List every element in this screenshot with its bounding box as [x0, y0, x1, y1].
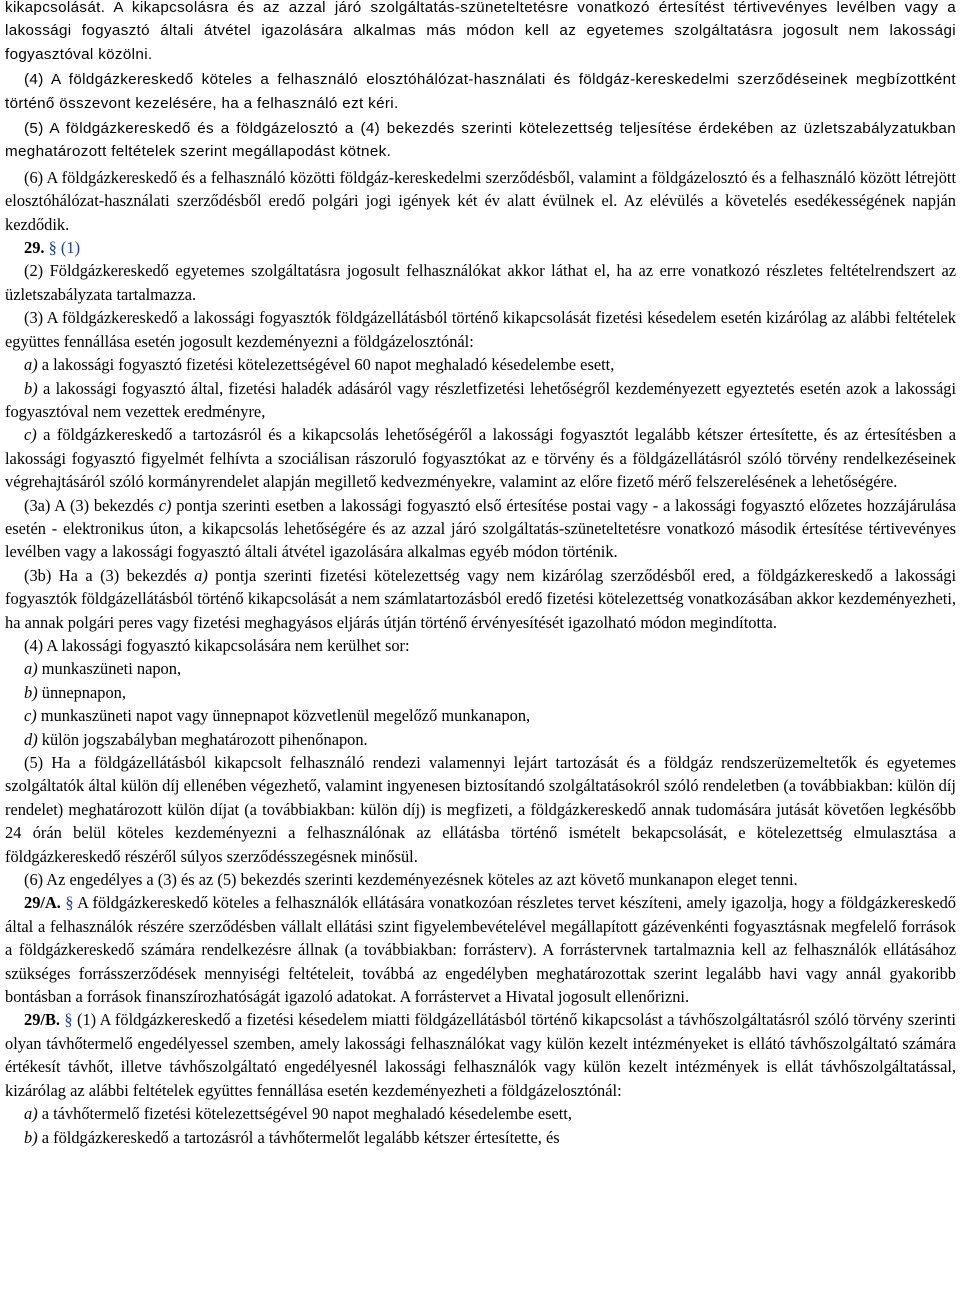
section-29B-1-point-b — [5, 1126, 956, 1149]
section-29-number: 29. — [24, 238, 45, 258]
intro-lead: kikapcsolását. — [5, 0, 106, 16]
point-letter: a) — [24, 355, 38, 375]
section-29A-text: A földgázkereskedő köteles a felhasználók ellátására vonatkozóan részletes tervet készíteni, amely igazolja, hogy a földgázkereskedő által a felhasználók részére szerződésben vállalt ellátási szint figyelembevételével megállapított gázévenkénti fogyasztásnak megfelelő források a földgázkereskedő számára rendelkezésre állnak (a továbbiakban: forrásterv). A forrástervnek tartalmaznia kell az felhasználók ellátásához szükséges forrásszerződések mennyiségi feltételeit, továbbá az engedélyben meghatározottak szerint legalább havi vagy annál gyakoribb bontásban a források finanszírozhatóságát igazoló adatokat. A forrástervet a Hivatal jogosult ellenőrizni. — [5, 893, 956, 1007]
point-text: a lakossági fogyasztó fizetési kötelezettségével 60 napot meghaladó késedelembe esett, — [37, 355, 615, 375]
section-29-3b — [5, 564, 956, 634]
paragraph-28-5: (5) A földgázkereskedő és a földgázelosztó a (4) bekezdés szerinti kötelezettség teljesítése érdekében az üzletszabályzatukban meghatározott feltételek szerint megállapodást kötnek. — [5, 120, 956, 161]
section-29-3-point-b — [5, 377, 956, 424]
para-lead: (3a) A (3) bekezdés — [24, 495, 159, 515]
section-29-4-point-a — [5, 657, 956, 680]
point-text: a lakossági fogyasztó által, fizetési haladék adásáról vagy részletfizetési lehetőségről kezdeményezett egyeztetés esetén azok a lakossági fogyasztóval nem vezettek eredményre, — [5, 378, 956, 421]
section-29A-sign-link[interactable]: § — [65, 893, 74, 913]
para-body: pontja szerinti fizetési kötelezettség vagy nem kizárólag szerződésből ered, a földgázkereskedő a lakossági fogyasztók földgázellátásból történő kikapcsolását a nem számlatartozásból eredő fizetési kötelezettség vonatkozásában akkor kezdeményezheti, ha annak polgári peres vagy fizetési meghagyásos eljárás útján történő érvényesítését igazolható módon megindította. — [5, 565, 956, 632]
point-letter: b) — [24, 682, 38, 702]
section-29-2: (2) Földgázkereskedő egyetemes szolgáltatásra jogosult felhasználókat akkor láthat el, ha az erre vonatkozó részletes feltételrendszert az üzletszabályzata tartalmazza. — [5, 261, 956, 304]
point-letter: a) — [194, 565, 208, 585]
point-text: a távhőtermelő fizetési kötelezettségével 90 napot meghaladó késedelembe esett, — [37, 1104, 572, 1124]
section-29-5: (5) Ha a földgázellátásból kikapcsolt felhasználó rendezi valamennyi lejárt tartozását és a földgáz rendszerüzemeltetők és egyetemes szolgáltatók által külön díj ellenében végezhető, valamint ingyenesen biztosítandó szolgáltatásokról szóló rendeletben (a továbbiakban: külön díj rendelet) meghatározott külön díjat (a továbbiakban: külön díj) is megfizeti, a földgázkereskedő annak tudomására jutását követően legkésőbb 24 órán belül köteles kezdeményezni a felhasználónak az ellátásba történő ismételt bekapcsolását, e kötelezettség elmulasztása a földgázkereskedő részéről súlyos szerződésszegésnek minősül. — [5, 753, 956, 866]
para-lead: (3b) Ha a (3) bekezdés — [24, 565, 195, 585]
section-29-4-point-c — [5, 704, 956, 727]
section-29-4-point-b — [5, 681, 956, 704]
section-29-4: (4) A lakossági fogyasztó kikapcsolására nem kerülhet sor: — [24, 635, 410, 655]
intro-paragraph — [5, 0, 956, 66]
section-29B-1-point-a — [5, 1102, 956, 1125]
point-text: ünnepnapon, — [37, 682, 126, 702]
point-text: a földgázkereskedő a tartozásról a távhőtermelőt legalább kétszer értesítette, és — [37, 1127, 560, 1147]
section-29A — [5, 891, 956, 1008]
intro-notice: A kikapcsolásra és az azzal járó szolgáltatás-szüneteltetésre vonatkozó értesítést tértivevényes levélben vagy a lakossági fogyasztó általi átvétel igazolására alkalmas más módon kell az egyetemes szolgáltatásra jogosult nem lakossági fogyasztóval közölni. — [5, 0, 956, 63]
point-letter: d) — [24, 729, 38, 749]
section-29A-number: 29/A. — [24, 893, 61, 913]
section-29-3: (3) A földgázkereskedő a lakossági fogyasztók földgázellátásból történő kikapcsolását fizetési késedelem esetén kizárólag az alábbi feltételek együttes fennállása esetén jogosult kezdeményezni a földgázelosztónál: — [5, 308, 956, 351]
section-29-sign-link[interactable]: § — [48, 238, 57, 258]
section-29B-sign-link[interactable]: § — [64, 1010, 73, 1030]
point-letter: a) — [24, 659, 38, 679]
point-text: munkaszüneti napon, — [37, 659, 182, 679]
point-letter: c) — [24, 425, 37, 445]
point-letter: b) — [24, 1127, 38, 1147]
point-letter: a) — [24, 1104, 38, 1124]
paragraph-28-4: (4) A földgázkereskedő köteles a felhasználó elosztóhálózat-használati és földgáz-kereskedelmi szerződéseinek megbízottként történő összevont kezelésére, ha a felhasználó ezt kéri. — [5, 71, 956, 112]
section-29-3a — [5, 494, 956, 564]
section-29-3-point-c — [5, 423, 956, 493]
section-29-subsection-1-link[interactable]: (1) — [60, 238, 81, 258]
point-text: munkaszüneti napot vagy ünnepnapot közvetlenül megelőző munkanapon, — [36, 706, 531, 726]
paragraph-28-6: (6) A földgázkereskedő és a felhasználó közötti földgáz-kereskedelmi szerződésből, valamint a földgázelosztó és a felhasználó között létrejött elosztóhálózat-használati szerződésből eredő polgári jogi igények két év alatt évülnek el. Az elévülés a követelés esedékességének napján kezdődik. — [5, 167, 956, 234]
section-29-heading — [5, 236, 956, 259]
section-29B-text: (1) A földgázkereskedő a fizetési késedelem miatti földgázellátásból történő kikapcsolást a távhőszolgáltatásról szóló törvény szerinti olyan távhőtermelő engedélyessel szemben, amely lakossági felhasználókat vagy külön kezelt intézményeket is ellátó távhőszolgáltató számára értékesít távhőt, illetve távhőszolgáltató engedélyesnél lakossági felhasználók vagy külön kezelt intézmények is ellát távhőszolgáltatással, kizárólag az alábbi feltételek együttes fennállása esetén kezdeményezheti a földgázelosztónál: — [5, 1010, 956, 1100]
point-letter: c) — [24, 706, 37, 726]
point-letter: c) — [158, 495, 172, 515]
section-29B-number: 29/B. — [24, 1010, 60, 1030]
document-page — [5, 0, 956, 1149]
section-29-4-point-d — [5, 728, 956, 751]
para-body: pontja szerinti esetben a lakossági fogyasztó első értesítése postai vagy - a lakossági fogyasztó előzetes hozzájárulása esetén - elektronikus úton, a kikapcsolás lehetőségére és az azzal járó szolgáltatás-szüneteltetésre vonatkozó második értesítése tértivevényes levélben vagy a lakossági fogyasztó általi átvétel igazolására alkalmas egyéb módon történik. — [5, 495, 957, 562]
section-29B — [5, 1008, 956, 1102]
point-letter: b) — [24, 378, 38, 398]
point-text: külön jogszabályban meghatározott pihenőnapon. — [37, 729, 368, 749]
section-29-3-point-a — [5, 353, 956, 376]
point-text: a földgázkereskedő a tartozásról és a kikapcsolás lehetőségéről a lakossági fogyasztót legalább kétszer értesítette, és az értesítésben a lakossági fogyasztó figyelmét felhívta a szociálisan rászoruló fogyasztókat az e törvény és a földgázellátásról szóló törvény rendelkezéseinek végrehajtásáról szóló kormányrendelet alapján megillető kedvezményekre, valamint az előre fizető mérő felszerelésének a lehetőségére. — [5, 425, 956, 492]
section-29-6: (6) Az engedélyes a (3) és az (5) bekezdés szerinti kezdeményezésnek köteles az azt követő munkanapon eleget tenni. — [24, 870, 798, 890]
